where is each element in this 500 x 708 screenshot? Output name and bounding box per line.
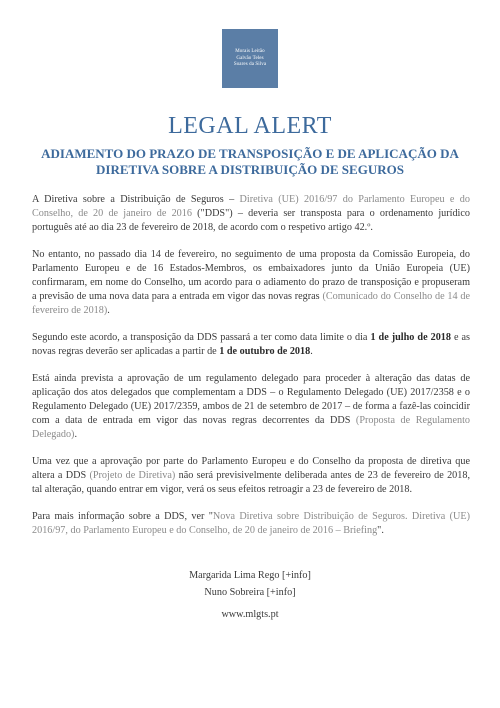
p3-text-b: e as novas regras deverão ser aplicadas a partir de <box>32 332 471 357</box>
application-date: 1 de outubro de 2018 <box>219 346 311 357</box>
p2-text-b: . <box>107 305 110 316</box>
p4-text-a: Está ainda prevista a aprovação de um regulamento delegado para proceder à alteração das datas de aplicação dos atos delegados que complementam a DDS – o Regulamento Delegado (UE) 2017/2358 e o Regulamento Delegado (UE) 2017/2359, ambos de 21 de setembro de 2017 – de forma a fazê-las coincidir com a data de entrada em vigor das novas regras decorrentes da DDS <box>32 373 470 426</box>
directive-link[interactable]: Diretiva (UE) 2016/97 do Parlamento Europeu e do Conselho, de 20 de janeiro de 2016 <box>32 194 470 219</box>
p2-text-a: No entanto, no passado dia 14 de fevereiro, no seguimento de uma proposta da Comissão Europeia, do Parlamento Europeu e de 16 Estados-Membros, os embaixadores junto da União Europeia (UE) confirmaram, em nome do Conselho, um acordo para o adiamento do prazo de transposição e propuseram a previsão de uma nova data para a entrada em vigor das novas regras <box>32 249 470 302</box>
p1-text-a: A Diretiva sobre a Distribuição de Seguros – <box>32 194 240 205</box>
logo-line-3: Soares da Silva <box>233 62 267 67</box>
paragraph-2 <box>32 248 470 318</box>
signature-nuno[interactable]: Nuno Sobreira [+info] <box>204 587 296 598</box>
logo-line-1: Morais Leitão <box>235 49 265 54</box>
page-title: LEGAL ALERT <box>168 113 332 139</box>
directive-project-link[interactable]: (Projeto de Diretiva) <box>89 470 176 481</box>
paragraph-6 <box>32 510 470 538</box>
article-body <box>32 193 470 551</box>
p3-text-a: Segundo este acordo, a transposição da DDS passará a ter como data limite o dia <box>32 332 371 343</box>
p1-text-b: ("DDS") – deveria ser transposta para o ordenamento jurídico português até ao dia 23 de fevereiro de 2018, de acordo com o respetivo artigo 42.º. <box>32 208 471 233</box>
p6-text-a: Para mais informação sobre a DDS, ver " <box>32 511 213 522</box>
paragraph-1 <box>32 193 470 235</box>
firm-logo <box>222 29 278 88</box>
p4-text-b: . <box>74 429 77 440</box>
p5-text-a: Uma vez que a aprovação por parte do Parlamento Europeu e do Conselho da proposta de diretiva que altera a DDS <box>32 456 470 481</box>
transposition-deadline: 1 de julho de 2018 <box>370 332 451 343</box>
logo-line-2: Galvão Teles <box>236 55 264 61</box>
website-link[interactable]: www.mlgts.pt <box>221 609 279 620</box>
p6-text-b: ". <box>377 525 384 536</box>
paragraph-4 <box>32 372 470 442</box>
p5-text-b: não será previsivelmente deliberada antes de 23 de fevereiro de 2018, tal alteração, quando entrar em vigor, verá os seus efeitos retroagir a 23 de fevereiro de 2018. <box>32 470 470 495</box>
paragraph-3 <box>32 331 470 359</box>
council-communique-link[interactable]: (Comunicado do Conselho de 14 de fevereiro de 2018) <box>32 291 471 316</box>
delegated-regulation-link[interactable]: (Proposta de Regulamento Delegado) <box>32 415 471 440</box>
page-subtitle: ADIAMENTO DO PRAZO DE TRANSPOSIÇÃO E DE APLICAÇÃO DA DIRETIVA SOBRE A DISTRIBUIÇÃO DE SEGUROS <box>41 146 459 177</box>
paragraph-5 <box>32 455 470 497</box>
signatures <box>0 567 500 601</box>
signature-margarida[interactable]: Margarida Lima Rego [+info] <box>189 570 311 581</box>
briefing-link[interactable]: Nova Diretiva sobre Distribuição de Seguros. Diretiva (UE) 2016/97, do Parlamento Europeu e do Conselho, de 20 de janeiro de 2016 – Briefing <box>32 511 470 536</box>
p3-text-c: . <box>310 346 313 357</box>
